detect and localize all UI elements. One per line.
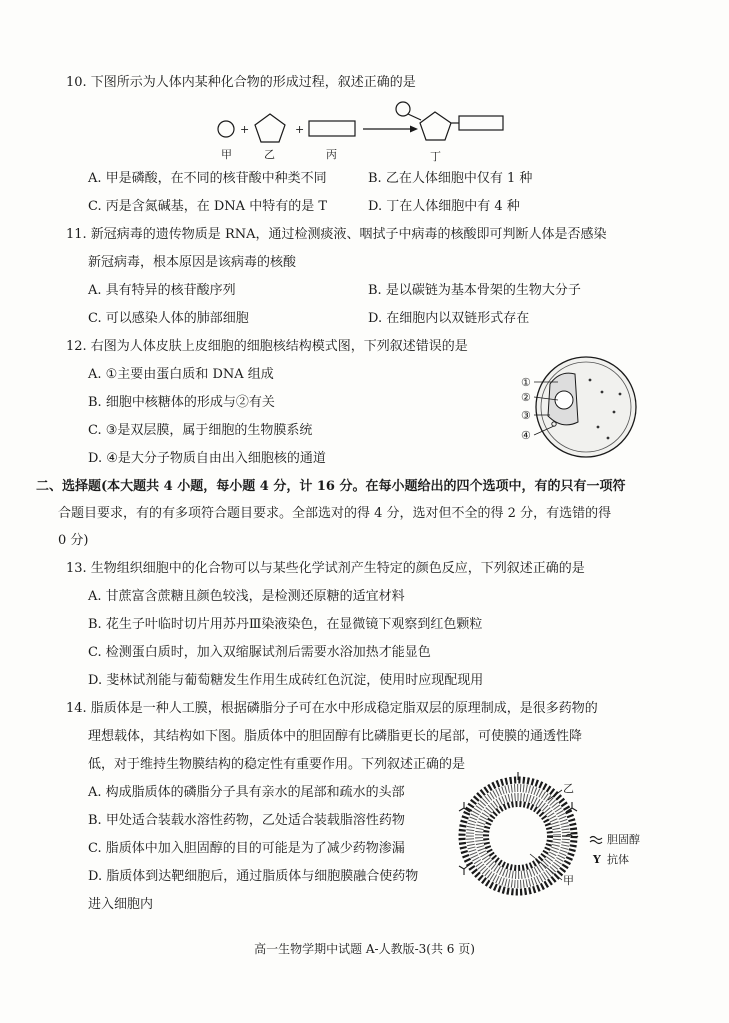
liposome-core bbox=[491, 809, 545, 863]
liposome-label-jia: 甲 bbox=[563, 874, 574, 887]
nucleotide-base bbox=[459, 116, 503, 130]
q14-option-b: B. 甲处适合装载水溶性药物，乙处适合装载脂溶性药物 bbox=[88, 813, 405, 828]
q11-option-c: C. 可以感染人体的肺部细胞 bbox=[88, 311, 249, 326]
q13-option-b: B. 花生子叶临时切片用苏丹Ⅲ染液染色，在显微镜下观察到红色颗粒 bbox=[88, 617, 483, 632]
q10-option-d: D. 丁在人体细胞中有 4 种 bbox=[368, 199, 520, 214]
figure-label-2: ② bbox=[521, 391, 531, 404]
q13-option-c: C. 检测蛋白质时，加入双缩脲试剂后需要水浴加热才能显色 bbox=[88, 645, 431, 660]
nucleus-dot bbox=[607, 437, 610, 440]
label-jia: 甲 bbox=[221, 148, 232, 161]
section2-line3: 0 分) bbox=[58, 533, 89, 548]
label-bing: 丙 bbox=[326, 148, 337, 161]
q13-option-d: D. 斐林试剂能与葡萄糖发生作用生成砖红色沉淀，使用时应现配现用 bbox=[88, 673, 484, 688]
q14-option-c: C. 脂质体中加入胆固醇的目的可能是为了减少药物渗漏 bbox=[88, 841, 405, 856]
q13-stem: 13. 生物组织细胞中的化合物可以与某些化学试剂产生特定的颜色反应，下列叙述正确的是 bbox=[66, 561, 585, 576]
q12-option-d: D. ④是大分子物质自由出入细胞核的通道 bbox=[88, 451, 326, 466]
q12-stem: 12. 右图为人体皮肤上皮细胞的细胞核结构模式图，下列叙述错误的是 bbox=[66, 339, 468, 354]
q10-option-c: C. 丙是含氮碱基，在 DNA 中特有的是 T bbox=[88, 199, 328, 214]
nucleotide-bond-1 bbox=[408, 114, 421, 120]
section2-line2: 合题目要求，有的有多项符合题目要求。全部选对的得 4 分，选对但不全的得 2 分，有选错的得 bbox=[58, 506, 612, 521]
arrow-head bbox=[410, 126, 418, 133]
label-ding: 丁 bbox=[430, 150, 441, 163]
q11-stem-line1: 11. 新冠病毒的遗传物质是 RNA，通过检测痰液、咽拭子中病毒的核酸即可判断人体是否感染 bbox=[66, 227, 607, 242]
q10-option-a: A. 甲是磷酸，在不同的核苷酸中种类不同 bbox=[88, 171, 327, 186]
section2-heading: 二、选择题(本大题共 4 小题，每小题 4 分，计 16 分。在每小题给出的四个选项中，有的只有一项符 bbox=[36, 479, 626, 494]
liposome-label-yi: 乙 bbox=[563, 782, 574, 795]
q10-stem: 10. 下图所示为人体内某种化合物的形成过程，叙述正确的是 bbox=[66, 75, 416, 90]
q13-option-a: A. 甘蔗富含蔗糖且颜色较浅，是检测还原糖的适宜材料 bbox=[88, 589, 405, 604]
page-footer: 高一生物学期中试题 A-人教版-3(共 6 页) bbox=[254, 942, 475, 956]
figure-label-1: ① bbox=[521, 376, 531, 389]
q14-stem-line3: 低，对于维持生物膜结构的稳定性有重要作用。下列叙述正确的是 bbox=[88, 757, 466, 772]
nucleus-figure bbox=[520, 352, 640, 464]
plus-sign-2: + bbox=[295, 123, 305, 136]
nucleus-dot bbox=[601, 391, 604, 394]
figure-label-4: ④ bbox=[521, 429, 531, 442]
figure-label-3: ③ bbox=[521, 409, 531, 422]
q11-option-a: A. 具有特异的核苷酸序列 bbox=[88, 283, 236, 298]
q14-stem-line2: 理想载体，其结构如下图。脂质体中的胆固醇有比磷脂更长的尾部，可使膜的通透性降 bbox=[88, 729, 583, 744]
q11-option-d: D. 在细胞内以双链形式存在 bbox=[368, 311, 530, 326]
nucleus-dot bbox=[597, 426, 600, 429]
pentose-pentagon bbox=[255, 114, 285, 142]
phosphate-circle bbox=[218, 121, 234, 137]
legend-cholesterol-icon bbox=[590, 837, 602, 844]
q12-option-b: B. 细胞中核糖体的形成与②有关 bbox=[88, 395, 275, 410]
q14-option-a: A. 构成脂质体的磷脂分子具有亲水的尾部和疏水的头部 bbox=[88, 785, 405, 800]
legend-antibody: 抗体 bbox=[607, 853, 629, 866]
pointer-yi bbox=[548, 790, 562, 800]
q11-option-b: B. 是以碳链为基本骨架的生物大分子 bbox=[368, 283, 581, 298]
liposome-figure bbox=[450, 772, 705, 902]
q11-stem-line2: 新冠病毒，根本原因是该病毒的核酸 bbox=[88, 255, 297, 270]
base-rectangle bbox=[309, 121, 355, 136]
q10-option-b: B. 乙在人体细胞中仅有 1 种 bbox=[368, 171, 533, 186]
q14-option-d-cont: 进入细胞内 bbox=[88, 897, 154, 912]
q14-stem-line1: 14. 脂质体是一种人工膜，根据磷脂分子可在水中形成稳定脂双层的原理制成，是很多药物的 bbox=[66, 701, 598, 716]
q12-option-c: C. ③是双层膜，属于细胞的生物膜系统 bbox=[88, 423, 313, 438]
nucleotide-phosphate bbox=[396, 102, 410, 116]
q12-option-a: A. ①主要由蛋白质和 DNA 组成 bbox=[88, 367, 274, 382]
plus-sign-1: + bbox=[240, 123, 250, 136]
q10-diagram bbox=[205, 98, 515, 166]
nucleus-dot bbox=[613, 411, 616, 414]
q14-option-d: D. 脂质体到达靶细胞后，通过脂质体与细胞膜融合使药物 bbox=[88, 869, 419, 884]
nucleus-dot bbox=[589, 379, 592, 382]
legend-cholesterol: 胆固醇 bbox=[607, 833, 640, 846]
nucleotide-pentagon bbox=[420, 112, 451, 140]
legend-antibody-icon: Y bbox=[593, 853, 601, 866]
nucleus-dot bbox=[619, 393, 622, 396]
label-yi: 乙 bbox=[264, 148, 275, 161]
